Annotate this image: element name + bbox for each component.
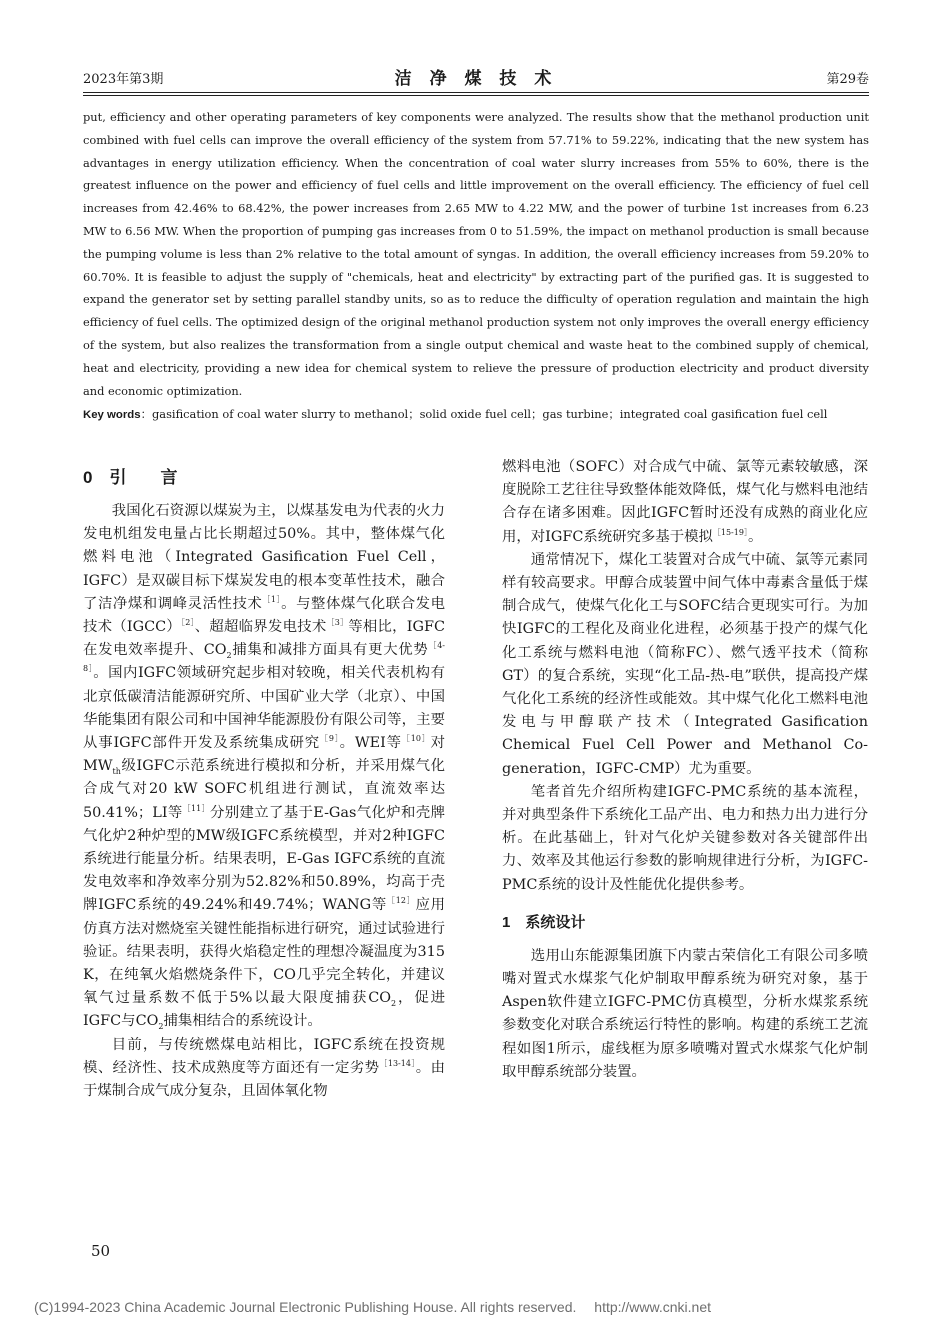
issue-label: 2023年第3期 — [83, 72, 164, 87]
section-1-heading: 1 系统设计 — [502, 913, 586, 931]
citation: ［13-14］ — [379, 1059, 416, 1069]
section-0-heading: 0 引 言 — [83, 468, 178, 487]
keywords — [83, 404, 869, 425]
citation: ［2］ — [180, 618, 195, 628]
intro-paragraph-4: 笔者首先介绍所构建IGFC-PMC系统的基本流程，并对典型条件下系统化工品产出、电力和热力出力进行分析。在此基础上，针对气化炉关键参数对各关键部件出力、效率及其他运行参数的影响规律进行分析，为IGFC-PMC系统的设计及性能优化提供参考。 — [502, 783, 868, 893]
left-column — [83, 464, 445, 1103]
intro-paragraph-3: 通常情况下，煤化工装置对合成气中硫、氯等元素同样有较高要求。甲醇合成装置中间气体中毒素含量低于煤制合成气，使煤气化化工与SOFC结合更现实可行。为加快IGFC的工程化及商业化进程，必须基于投产的煤气化化工系统与燃料电池（简称FC）、燃气透平技术（简称GT）的复合系统，实现“化工品-热-电”联供，提高投产煤气化化工系统的经济性或能效。其中煤气化化工燃料电池发电与甲醇联产技术（Integrated Gasification Chemical Fuel Cell Power and Methanol Co-generation，IGFC-CMP）尤为重要。 — [502, 551, 868, 777]
copyright-notice: (C)1994-2023 China Academic Journal Electronic Publishing House. All rights reserved. http://www.cnki.net — [34, 1299, 711, 1315]
citation: ［3］ — [326, 618, 349, 628]
citation: ［15-19］ — [712, 527, 748, 537]
volume-label: 第29卷 — [826, 72, 869, 87]
journal-title: 洁 净 煤 技 术 — [394, 69, 558, 89]
intro-paragraph-2: 目前，与传统燃煤电站相比，IGFC系统在投资规模、经济性、技术成熟度等方面还有一定劣势$^{[13-14]}$。由于煤制合成气成分复杂，且固体氧化物 — [83, 1036, 445, 1100]
intro-paragraph-1: 我国化石资源以煤炭为主，以煤基发电为代表的火力发电机组发电量占比长期超过50%。其中，整体煤气化燃料电池（Integrated Gasification Fuel Cell，IGFC）是双碳目标下煤炭发电的根本变革性技术，融合了洁净煤和调峰灵活性技术$^{[1]}$。与整体煤气化联合发电技术（IGCC）$^{[2]}$、超超临界发电技术$^{[3]}$等相比，IGFC在发电效率提升、$CO_2$捕集和减排方面具有更大优势$^{[4-8]}$。国内IGFC领域研究起步相对较晚，相关代表机构有北京低碳清洁能源研究所、中国矿业大学（北京）、中国华能集团有限公司和中国神华能源股份有限公司等，主要从事IGFC部件开发及系统集成研究$^{[9]}$。WEI等$^{[10]}$对$MW_{th}$级IGFC示范系统进行模拟和分析，并采用煤气化合成气对20 kW SOFC机组进行测试，直流效率达50.41%；LI等$^{[11]}$分别建立了基于E-Gas气化炉和壳牌气化炉2种炉型的MW级IGFC系统模型，并对2种IGFC系统进行能量分析。结果表明，E-Gas IGFC系统的直流发电效率和净效率分别为52.82%和50.89%，均高于壳牌IGFC系统的49.24%和49.74%；WANG等$^{[12]}$应用仿真方法对燃烧室关键性能指标进行研究，通过试验进行验证。结果表明，获得火焰稳定性的理想冷凝温度为315 K，在纯氧火焰燃烧条件下，CO几乎完全转化，并建议氧气过量系数不低于5%以最大限度捕获$CO_2$，促进IGFC与$CO_2$捕集相结合的系统设计。 — [83, 503, 445, 1032]
keywords-label: Key words — [83, 409, 141, 421]
citation: ［4-8］ — [83, 641, 445, 674]
keywords-text: ：gasification of coal water slurry to methanol；solid oxide fuel cell；gas turbine；integrated coal gasification fuel cell — [140, 407, 828, 421]
intro-paragraph-2-continued: 燃料电池（SOFC）对合成气中硫、氯等元素较敏感，深度脱除工艺往往导致整体能效降低，煤气化与燃料电池结合存在诸多困难。因此IGFC暂时还没有成熟的商业化应用，对IGFC系统研究多基于模拟$^{[15-19]}$。 — [502, 459, 868, 545]
citation: ［10］ — [401, 734, 431, 744]
citation: ［1］ — [262, 595, 282, 605]
system-design-paragraph: 选用山东能源集团旗下内蒙古荣信化工有限公司多喷嘴对置式水煤浆气化炉制取甲醇系统为研究对象，基于Aspen软件建立IGFC-PMC仿真模型，分析水煤浆系统参数变化对联合系统运行特性的影响。构建的系统工艺流程如图1所示，虚线框为原多喷嘴对置式水煤浆气化炉制取甲醇系统部分装置。 — [502, 947, 868, 1080]
citation: ［11］ — [182, 803, 210, 813]
citation: ［12］ — [387, 896, 416, 906]
citation: ［9］ — [320, 734, 340, 744]
abstract-text: put, efficiency and other operating parameters of key components were analyzed. The results show that the methanol production unit combined with fuel cells can improve the overall efficiency of the system from 57.71% to 59.22%, indicating that the new system has advantages in energy utilization efficiency. When the concentration of coal water slurry increases from 55% to 60%, there is the greatest influence on the power and efficiency of fuel cells and little improvement on the overall efficiency. The efficiency of fuel cell increases from 42.46% to 68.42%, the power increases from 2.65 MW to 4.22 MW, and the power of turbine 1st increases from 6.23 MW to 6.56 MW. When the proportion of pumping gas increases from 0 to 51.59%, the impact on methanol production is small because the pumping volume is less than 2% relative to the total amount of syngas. In addition, the overall efficiency increases from 59.20% to 60.70%. It is feasible to adjust the supply of "chemicals, heat and electricity" by extracting part of the purified gas. It is suggested to expand the generator set by setting parallel standby units, so as to reduce the difficulty of operation regulation and maintain the high efficiency of fuel cells. The optimized design of the original methanol production system not only improves the overall energy efficiency of the system, but also realizes the transformation from a single output chemical and waste heat to the combined supply of chemical, heat and electricity, providing a new idea for chemical system to relieve the pressure of production electricity and product diversity and economic optimization. — [83, 110, 869, 398]
right-column — [502, 456, 868, 1084]
running-header — [83, 64, 869, 90]
page-number: 50 — [91, 1242, 111, 1260]
header-rule-bottom — [83, 95, 869, 96]
header-rule-top — [83, 92, 869, 93]
